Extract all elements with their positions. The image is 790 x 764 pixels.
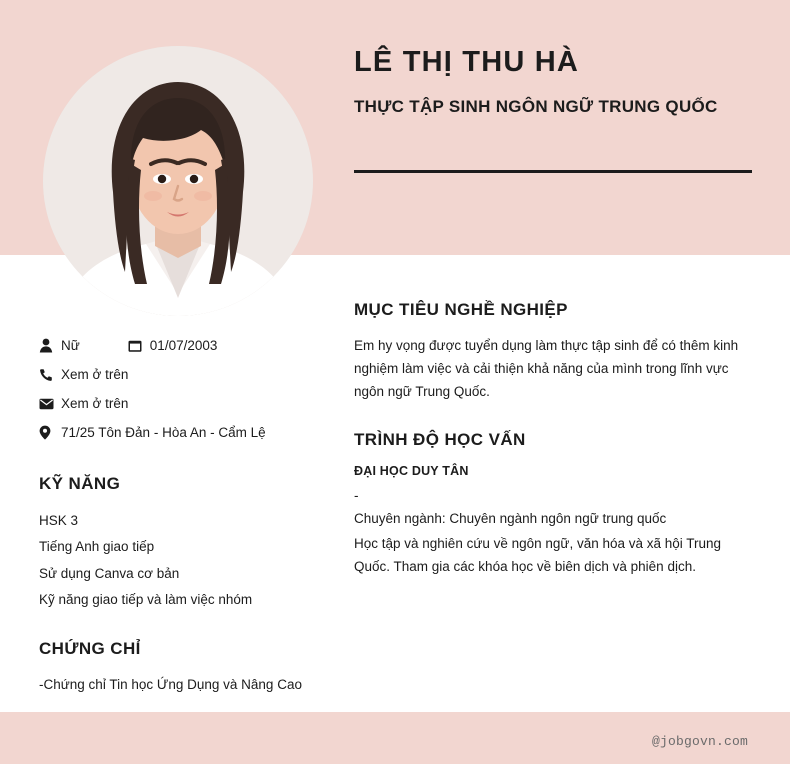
contact-row-gender-birthday: [39, 338, 329, 353]
section-title-education: TRÌNH ĐỘ HỌC VẤN: [354, 429, 526, 449]
job-title: THỰC TẬP SINH NGÔN NGỮ TRUNG QUỐC: [354, 97, 718, 117]
contact-row-phone: [39, 367, 329, 382]
header-text: [354, 46, 754, 118]
education-school: ĐẠI HỌC DUY TÂN: [354, 463, 469, 478]
education-major: Chuyên ngành: Chuyên ngành ngôn ngữ trung quốc: [354, 510, 667, 526]
birthday-cell: [128, 338, 218, 353]
contact-row-email: [39, 396, 329, 411]
phone-value: Xem ở trên: [61, 367, 129, 382]
section-title-certificates: CHỨNG CHỈ: [39, 639, 141, 659]
education-period: -: [354, 487, 359, 503]
profile-photo-illustration: [43, 46, 313, 316]
page-title: LÊ THỊ THU HÀ: [354, 46, 580, 78]
mail-icon: [39, 398, 61, 410]
objective-text: Em hy vọng được tuyển dụng làm thực tập sinh để có thêm kinh nghiệm làm việc và cải thiện khả năng của mình trong lĩnh vực ngôn ngữ Trung Quốc.: [354, 338, 739, 400]
email-value: Xem ở trên: [61, 396, 129, 411]
section-title-objective: MỤC TIÊU NGHỀ NGHIỆP: [354, 300, 568, 319]
education-description: Học tập và nghiên cứu về ngôn ngữ, văn hóa và xã hội Trung Quốc. Tham gia các khóa học về biên dịch và phiên dịch.: [354, 536, 722, 575]
list-item: Sử dụng Canva cơ bản: [39, 565, 180, 581]
address-value: 71/25 Tôn Đản - Hòa An - Cẩm Lệ: [61, 425, 266, 440]
list-item: -Chứng chỉ Tin học Ứng Dụng và Nâng Cao: [39, 677, 302, 693]
left-column: [39, 338, 329, 698]
list-item: HSK 3: [39, 513, 79, 528]
person-icon: [39, 338, 61, 353]
watermark: @jobgovn.com: [651, 734, 748, 749]
right-column: [354, 300, 754, 579]
birthday-value: 01/07/2003: [149, 338, 218, 353]
section-title-skills: KỸ NĂNG: [39, 474, 121, 493]
list-item: Kỹ năng giao tiếp và làm việc nhóm: [39, 591, 253, 607]
avatar: [43, 46, 313, 316]
phone-icon: [39, 368, 61, 382]
header-divider: [354, 170, 752, 173]
contact-row-address: [39, 425, 329, 440]
calendar-icon: [128, 339, 150, 353]
contact-info-list: [39, 338, 329, 440]
location-pin-icon: [39, 425, 61, 440]
spacer: [39, 613, 329, 639]
gender-value: Nữ: [61, 338, 80, 353]
list-item: Tiếng Anh giao tiếp: [39, 539, 155, 555]
